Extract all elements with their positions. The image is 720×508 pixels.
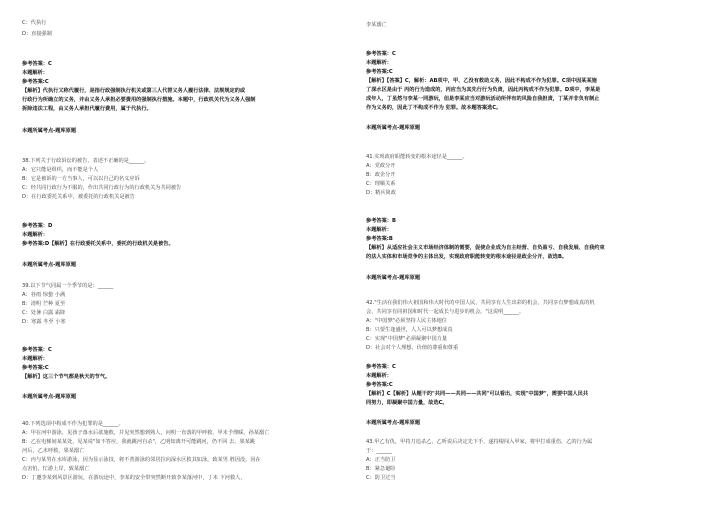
q40-source: 本题所属考点-题库原题 xyxy=(366,125,421,131)
q42-answer-repeat: 参考答案:C xyxy=(366,382,393,388)
q38-analysis-label: 本题解析： xyxy=(22,232,48,238)
q39-option-b: B：清明 芒种 夏至 xyxy=(22,301,66,307)
q42-explanation-1: 【解析】C【解析】从题干的"共同——共同——共同"可以看出，实现"中国梦"，需要中国人民共 xyxy=(366,391,589,397)
q37-option-c: C：代执行 xyxy=(22,20,47,26)
q39-stem: 39.以下节气同属一个季节的是：______ xyxy=(22,283,114,289)
q41-option-a: A：党政分开 xyxy=(366,163,396,169)
q40-analysis-label: 本题解析： xyxy=(366,60,392,66)
q38-option-d: D：在行政委托关系中，被委托的行政机关是被告 xyxy=(22,194,135,200)
q42-option-a: A："中国梦"必须坚持人民主体地位 xyxy=(366,318,447,324)
q42-stem-1: 42."生活在我们伟大祖国和伟大时代的中国人民，共同享有人生出彩的机会，共同享有梦想成真的机 xyxy=(366,300,595,306)
q41-answer-repeat: 参考答案:B xyxy=(366,236,393,242)
q39-option-d: D：寒露 冬至 小寒 xyxy=(22,319,66,325)
q37-explanation-3: 拆除违法工程，由义务人承担代履行费用，属于代执行。 xyxy=(22,106,152,112)
q43-stem-2: 于：______ xyxy=(366,448,392,454)
q38-option-b: B：它是被诉的一方当事人，可以以自己的名义应诉 xyxy=(22,176,140,182)
q39-answer-repeat: 参考答案:C xyxy=(22,365,49,371)
q41-option-b: B：政企分开 xyxy=(366,172,396,178)
q39-option-a: A：谷雨 惊蛰 小满 xyxy=(22,292,66,298)
q40-answer: 参考答案：C xyxy=(366,51,396,57)
q41-answer: 参考答案：B xyxy=(366,218,396,224)
q40-explanation-4: 作为义务的，因此丁不构成不作为 犯罪。故本题答案选C。 xyxy=(366,105,502,111)
q37-explanation-1: 【解析】代执行又称代履行，是指行政强制执行机关或第三人代替义务人履行法律、法规规定的或 xyxy=(22,88,246,94)
q40-line-6: D：丁邀李某到风景区游玩，在游玩途中，李某的安全带突然断开致李某落河中，丁未 下河救人， xyxy=(22,475,246,481)
q40-line-3: 河后，乙未呼救，果某溺亡 xyxy=(22,448,85,454)
q38-source: 本题所属考点-题库原题 xyxy=(22,262,77,268)
q43-option-b: B：紧急避险 xyxy=(366,466,396,472)
q37-answer: 参考答案：C xyxy=(22,61,52,67)
q38-explanation: 参考答案:D【解析】在行政委托关系中，委托的行政机关是被告。 xyxy=(22,241,174,247)
q40-line-1: A：甲在河中游泳，见孩子落水后欲施救，并见突然想到熟人，问明一直落的甲呼救，甲未予理睬，孙某溺亡 xyxy=(22,430,270,436)
q40-answer-repeat: 参考答案:C xyxy=(366,69,393,75)
q43-stem-1: 43.甲乙有仇，甲持刀追杀乙，乙听说后决定先下手，遂持棍闯入甲家，将甲打成重伤，乙的行为属 xyxy=(366,439,593,445)
q41-source: 本题所属考点-题库原题 xyxy=(366,275,421,281)
q37-option-d: D：直接强制 xyxy=(22,31,52,37)
q42-explanation-2: 同努力，即凝聚中国力量，故选C。 xyxy=(366,400,448,406)
q38-option-c: C：经共同行政行为不服的，作出共同行政行为的行政机关为共同被告 xyxy=(22,185,182,191)
q40-line-5: 点害怕，忙游上岸，致某溺亡 xyxy=(22,466,90,472)
q43-option-c: C：防卫过当 xyxy=(366,475,396,481)
q42-answer: 参考答案：C xyxy=(366,364,396,370)
q40-explanation-1: 【解析】【答案】C，解析：AB项中，甲、乙没有救助义务，因此不构成不作为犯罪。C项中因某某施 xyxy=(366,78,597,84)
q39-source: 本题所属考点-题库原题 xyxy=(22,394,77,400)
q43-option-a: A：正当防卫 xyxy=(366,457,396,463)
q37-explanation-2: 行政行为所确立的义务，并由义务人承担必要费用的强制执行措施。本题中，行政机关代为义务人强制 xyxy=(22,97,256,103)
q39-option-c: C：处暑 白露 霜降 xyxy=(22,310,66,316)
q41-option-c: C：理顺关系 xyxy=(366,181,396,187)
q40-tail: 李某溺亡 xyxy=(366,22,387,28)
q37-analysis-label: 本题解析： xyxy=(22,70,48,76)
q38-option-a: A：它只能是组织，而不能是个人 xyxy=(22,167,99,173)
q40-explanation-2: 了深水区是由于 丙的行为造成的，丙应当为其先行行为负责，因此丙构成不作为犯罪。D项中，李某是 xyxy=(366,87,601,93)
q39-answer: 参考答案：C xyxy=(22,347,52,353)
q38-stem: 38.下列关于行政诉讼的被告，表述不正确的是______。 xyxy=(22,158,150,164)
q41-explanation-2: 的法人实体和市场竞争的主体出发，实现政府职能转变的根本途径是政企分开，故选B。 xyxy=(366,254,568,260)
q38-answer: 参考答案：D xyxy=(22,223,53,229)
q42-stem-2: 会，共同享有同祖国和时代一起成长与进步的机会。"这说明______。 xyxy=(366,309,525,315)
q42-option-b: B：只要生逢盛世，人人可以梦想成真 xyxy=(366,327,453,333)
q40-line-2: B：乙在电梯间某某处，见某说"如不答应，我就跳河自杀"，乙明知离开可能跳河，仍不回 去，果某跳 xyxy=(22,439,256,445)
q37-answer-repeat: 参考答案:C xyxy=(22,79,49,85)
q37-source: 本题所属考点-题库原题 xyxy=(22,128,77,134)
q41-stem: 41.实现政府职能转变的根本途径是______。 xyxy=(366,154,468,160)
q40-stem: 40.下列选项中构成不作为犯罪的是______。 xyxy=(22,421,124,427)
q41-explanation-1: 【解析】从适应社会主义市场经济体制的需要，促使企业成为自主经营、自负盈亏、自我发展、自我约束 xyxy=(366,245,605,251)
q40-explanation-3: 成年人，丁虽然与李某一同游玩，但是李某应当对游玩活动所伴有的风险自我担责，丁某并非负有制止 xyxy=(366,96,600,102)
q40-line-4: C：丙与某男在水库游泳，因为显示泳技，将不善游泳的邻居拉向深水区救其如泳，致某男 胜因没，因在 xyxy=(22,457,261,463)
q39-explanation: 【解析】这三个节气都是秋天的节气。 xyxy=(22,374,111,380)
q41-option-d: D：精兵简政 xyxy=(366,190,396,196)
q42-option-c: C：实现"中国梦"必须凝聚中国力量 xyxy=(366,336,448,342)
q42-source: 本题所属考点-题库原题 xyxy=(366,420,421,426)
q42-option-d: D：社会对个人理想、价值的尊重和尊重 xyxy=(366,345,459,351)
q41-analysis-label: 本题解析： xyxy=(366,227,392,233)
q42-analysis-label: 本题解析： xyxy=(366,373,392,379)
q39-analysis-label: 本题解析： xyxy=(22,356,48,362)
